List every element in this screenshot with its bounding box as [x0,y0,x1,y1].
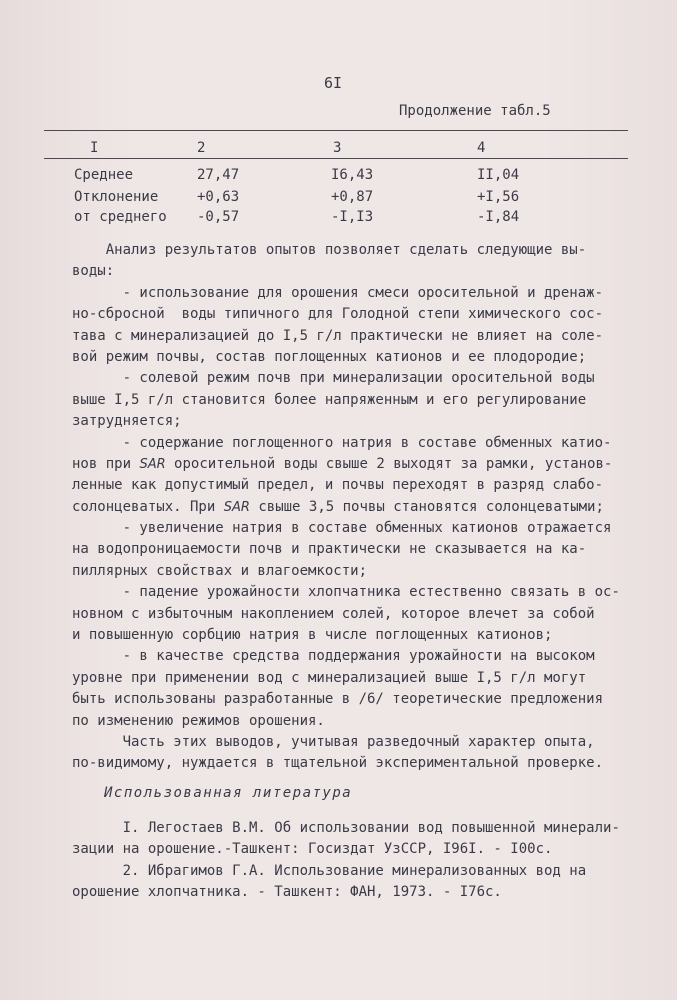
text-line: - в качестве средства поддержания урожайности на высоком [72,648,595,665]
table-cell: +0,63 [197,189,240,205]
text-line: но-сбросной воды типичного для Голодной степи химического сос- [72,306,604,323]
text-line: затрудняется; [72,413,182,430]
table-continuation-caption: Продолжение табл.5 [399,103,551,119]
references-heading: Использованная литература [104,785,353,801]
text-line: по изменению режимов орошения. [72,712,325,729]
text-line [72,497,612,518]
text-fragment: оросительной воды свыше 2 выходят за рамки, установ- [165,455,613,472]
sar-term: SAR [223,499,250,515]
table-cell: -I,84 [477,209,520,225]
text-line: Анализ результатов опытов позволяет сделать следующие вы- [72,242,587,258]
table-cell: -I,I3 [331,209,374,225]
sar-term: SAR [139,456,166,472]
reference-line: зации на орошение.-Ташкент: Госиздат УзССР, I96I. - I00с. [72,841,553,858]
references-list [72,818,632,904]
text-line: вой режим почвы, состав поглощенных катионов и ее плодородие; [72,348,587,365]
table-row-label: от среднего [74,209,167,225]
text-line: быть использованы разработанные в /6/ теоретические предложения [72,691,604,708]
reference-line: орошение хлопчатника. - Ташкент: ФАН, 1973. - I76с. [72,884,502,901]
table-header-col-3: 3 [333,140,342,156]
table-cell: +I,56 [477,189,520,205]
table-row-label: Среднее [74,167,134,183]
text-line: - использование для орошения смеси оросительной и дренаж- [72,284,604,301]
text-line: тава с минерализацией до I,5 г/л практически не влияет на соле- [72,327,604,344]
text-line: - содержание поглощенного натрия в составе обменных катио- [72,434,612,451]
reference-line: I. Легостаев В.М. Об использовании вод повышенной минерали- [72,820,620,836]
text-line: и повышенную сорбцию натрия в числе поглощенных катионов; [72,627,553,644]
table-cell: +0,87 [331,189,374,205]
text-line: - падение урожайности хлопчатника естественно связать в ос- [72,584,620,601]
text-line: - увеличение натрия в составе обменных катионов отражается [72,520,612,537]
text-line: воды: [72,263,115,280]
text-line [72,454,612,475]
table-header-col-2: 2 [197,140,206,156]
table-cell: I6,43 [331,167,374,183]
text-line: на водопроницаемости почв и практически не сказывается на ка- [72,541,587,558]
text-line: по-видимому, нуждается в тщательной экспериментальной проверке. [72,755,604,772]
table-row-label: Отклонение [74,189,159,205]
text-line: новном с избыточным накоплением солей, которое влечет за собой [72,605,595,622]
reference-line: 2. Ибрагимов Г.А. Использование минерализованных вод на [72,862,587,879]
text-line: ленные как допустимый предел, и почвы переходят в разряд слабо- [72,477,604,494]
text-line: Часть этих выводов, учитывая разведочный характер опыта, [72,733,595,750]
text-fragment: свыше 3,5 почвы становятся солонцеватыми; [249,498,604,515]
text-fragment: солонцеватых. При [72,498,224,515]
table-header-col-4: 4 [477,140,486,156]
text-line: - солевой режим почв при минерализации оросительной воды [72,370,595,387]
table-cell: II,04 [477,167,520,183]
conclusions-text [72,240,620,775]
text-line: выше I,5 г/л становится более напряженным и его регулирование [72,391,587,408]
table-header-col-1: I [90,140,99,156]
table-cell: -0,57 [197,209,240,225]
text-line: пиллярных свойствах и влагоемкости; [72,562,368,579]
text-fragment: нов при [72,455,140,472]
table-header-rule [44,158,628,159]
table-top-rule [44,130,628,131]
text-line: уровне при применении вод с минерализацией выше I,5 г/л могут [72,669,587,686]
page-number: 6I [324,74,343,92]
table-cell: 27,47 [197,167,240,183]
